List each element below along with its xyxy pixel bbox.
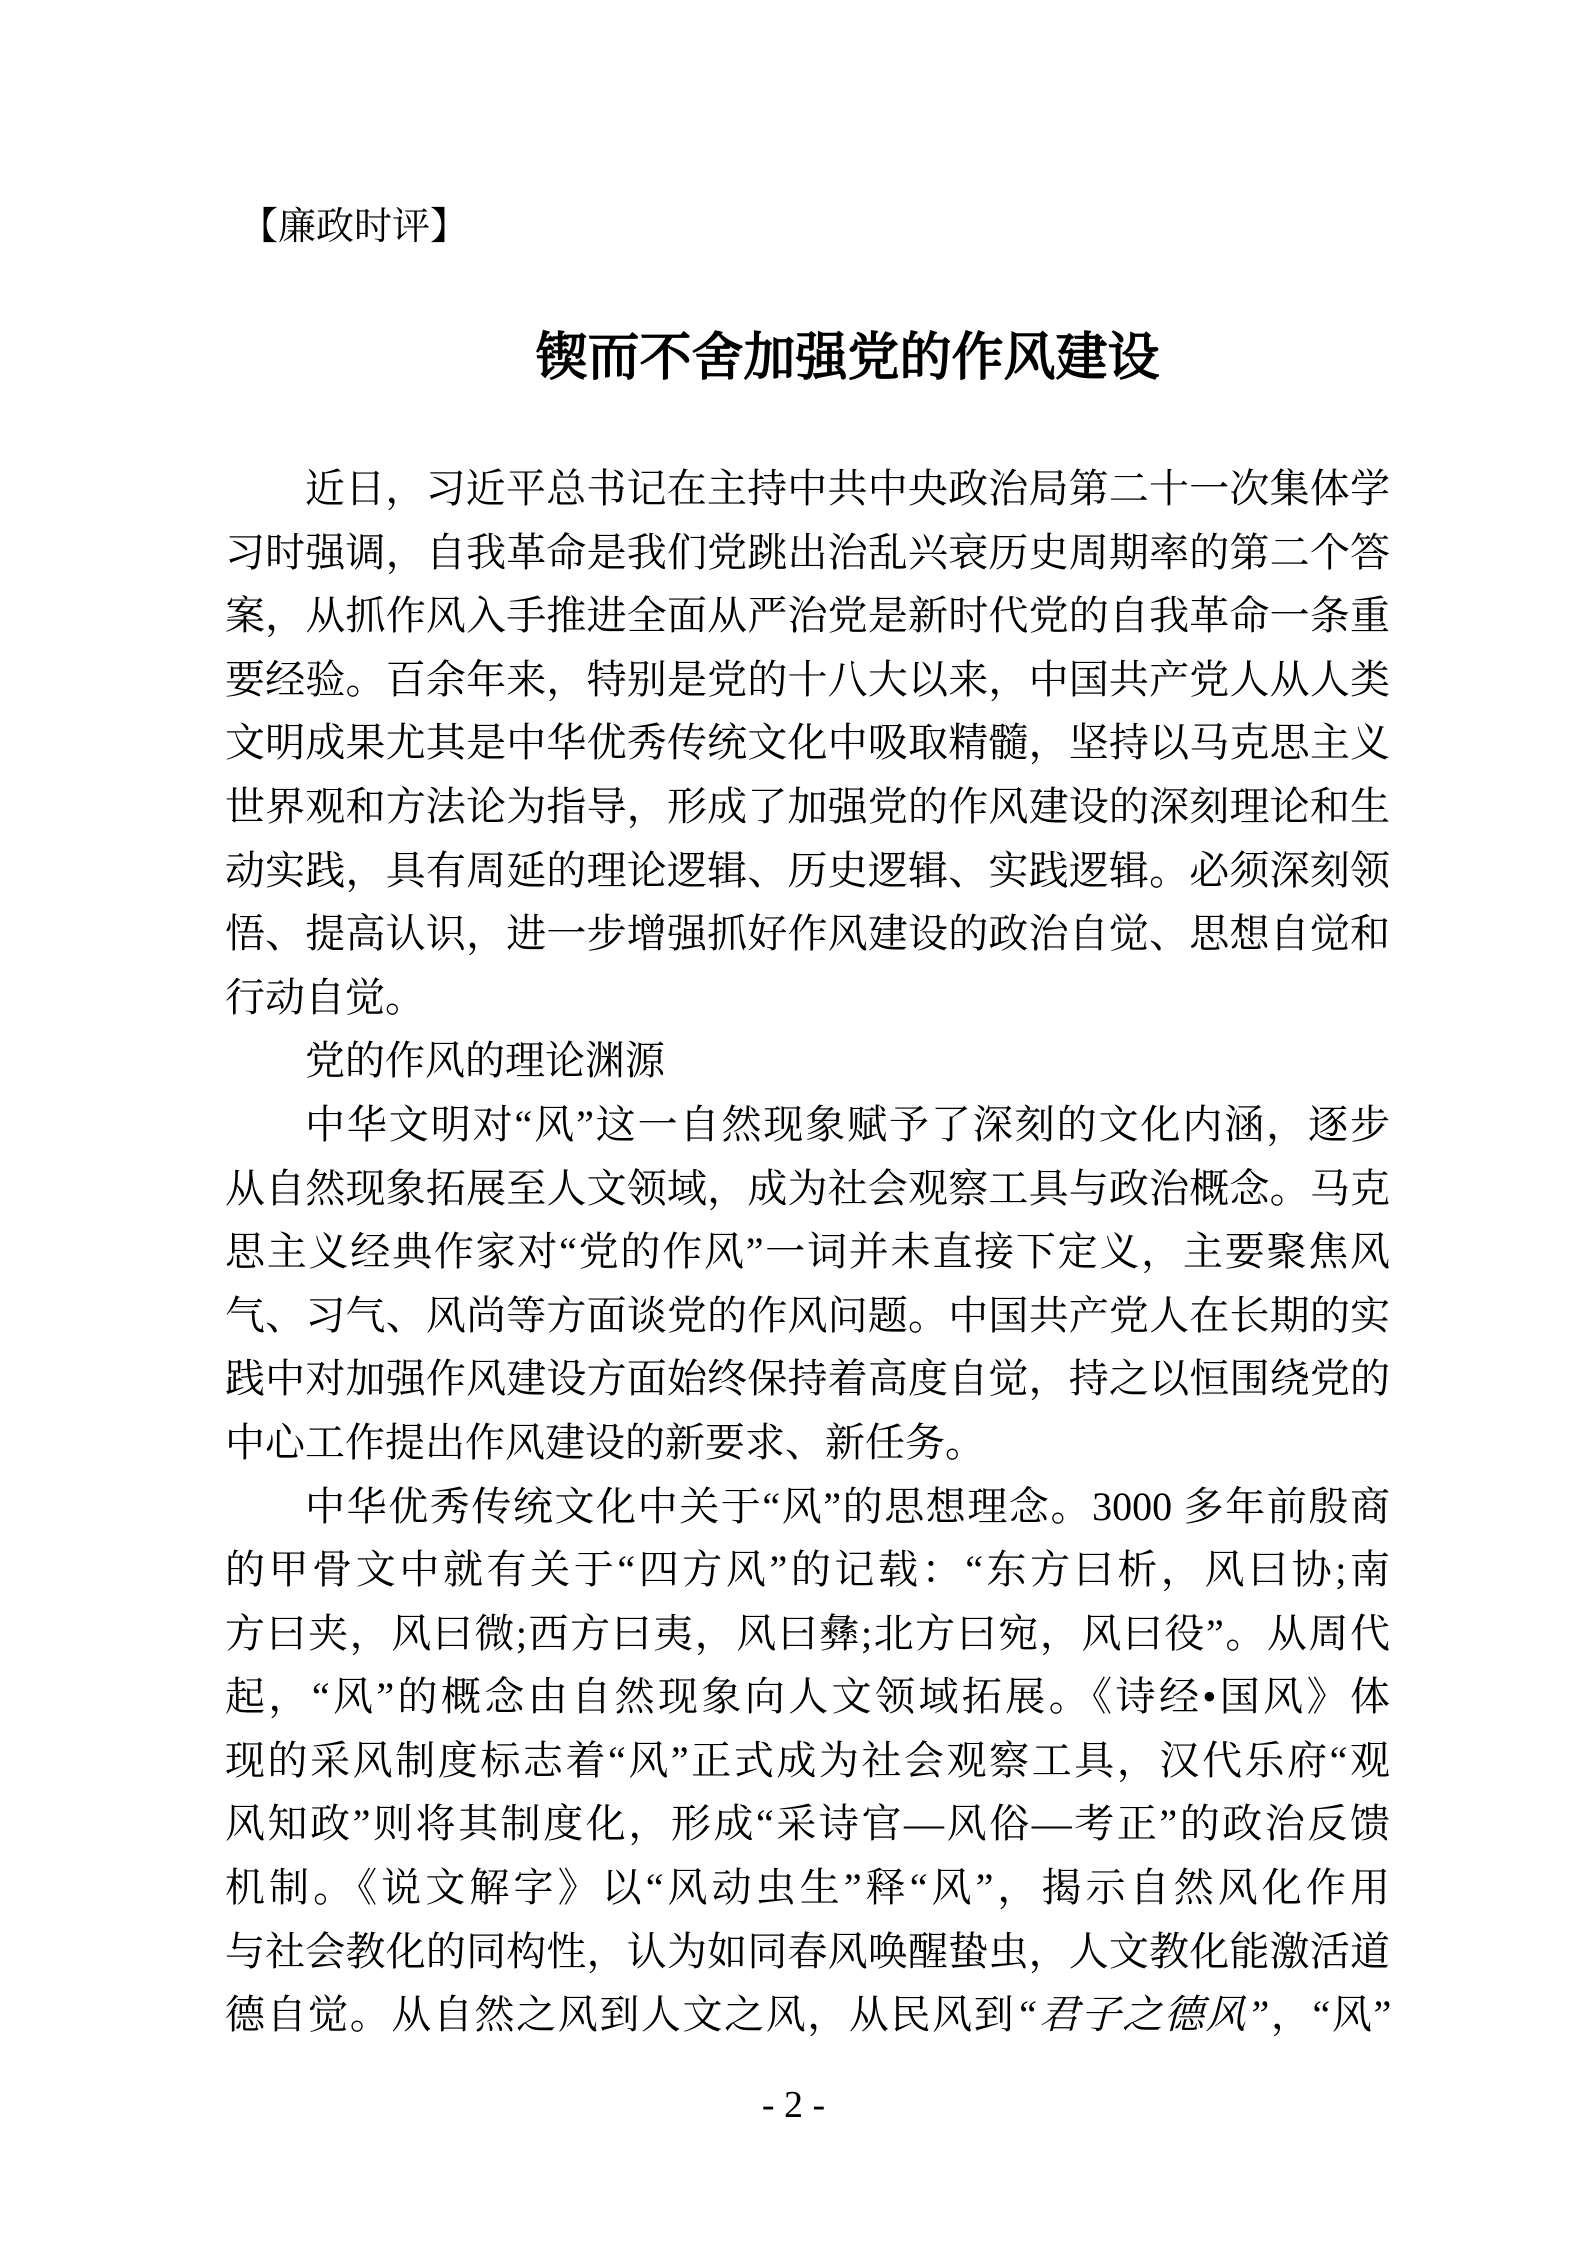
body-line: 践中对加强作风建设方面始终保持着高度自觉，持之以恒围绕党的	[225, 1356, 1390, 1402]
text-segment: ，“风”	[1268, 1992, 1390, 2038]
quoted-term-italic: “君子之德风”	[1015, 1992, 1269, 2038]
section-heading	[225, 1029, 1390, 1093]
body-line: 习时强调，自我革命是我们党跳出治乱兴衰历史周期率的第二个答	[225, 529, 1390, 575]
paragraph	[225, 1093, 1390, 1475]
column-tag: 【廉政时评】	[240, 206, 469, 248]
body-line: 与社会教化的同构性，认为如同春风唤醒蛰虫，人文教化能激活道	[225, 1928, 1390, 1974]
body-line: 的甲骨文中就有关于“四方风”的记载：“东方曰析，风曰协;南	[225, 1547, 1390, 1593]
body-line: 中华文明对“风”这一自然现象赋予了深刻的文化内涵，逐步	[305, 1101, 1390, 1147]
body-line: 中华优秀传统文化中关于“风”的思想理念。3000 多年前殷商	[305, 1483, 1390, 1529]
body-line: 要经验。百余年来，特别是党的十八大以来，中国共产党人从人类	[225, 656, 1390, 702]
body-line: 机制。《说文解字》以“风动虫生”释“风”，揭示自然风化作用	[225, 1865, 1390, 1911]
body-line: 从自然现象拓展至人文领域，成为社会观察工具与政治概念。马克	[225, 1165, 1390, 1211]
body-line: 现的采风制度标志着“风”正式成为社会观察工具，汉代乐府“观	[225, 1737, 1390, 1783]
body-line	[225, 1983, 1390, 2047]
body-line: 行动自觉。	[225, 974, 425, 1020]
page-number: - 2 -	[761, 2084, 826, 2126]
body-line: 悟、提高认识，进一步增强抓好作风建设的政治自觉、思想自觉和	[225, 911, 1390, 957]
body-line: 思主义经典作家对“党的作风”一词并未直接下定义，主要聚焦风	[225, 1229, 1390, 1275]
paragraph	[225, 457, 1390, 1029]
text-segment: 德自觉。从自然之风到人文之风，从民风到	[225, 1992, 1016, 2038]
document-title: 锲而不舍加强党的作风建设	[535, 330, 1160, 387]
body-line: 起，“风”的概念由自然现象向人文领域拓展。《诗经•国风》体	[225, 1674, 1390, 1720]
body-line: 方曰夹，风曰微;西方曰夷，风曰彝;北方曰宛，风曰役”。从周代	[225, 1610, 1390, 1656]
body-line: 中心工作提出作风建设的新要求、新任务。	[225, 1419, 985, 1465]
body-line: 气、习气、风尚等方面谈党的作风问题。中国共产党人在长期的实	[225, 1292, 1390, 1338]
body-line: 文明成果尤其是中华优秀传统文化中吸取精髓，坚持以马克思主义	[225, 720, 1390, 766]
body-line: 案，从抓作风入手推进全面从严治党是新时代党的自我革命一条重	[225, 593, 1390, 639]
body-line: 动实践，具有周延的理论逻辑、历史逻辑、实践逻辑。必须深刻领	[225, 847, 1390, 893]
paragraph	[225, 1475, 1390, 2047]
body-line: 风知政”则将其制度化，形成“采诗官—风俗—考正”的政治反馈	[225, 1801, 1390, 1847]
body-line: 世界观和方法论为指导，形成了加强党的作风建设的深刻理论和生	[225, 783, 1390, 829]
document-body	[225, 457, 1390, 2047]
body-line: 近日，习近平总书记在主持中共中央政治局第二十一次集体学	[305, 466, 1390, 511]
body-line: 党的作风的理论渊源	[305, 1038, 665, 1084]
